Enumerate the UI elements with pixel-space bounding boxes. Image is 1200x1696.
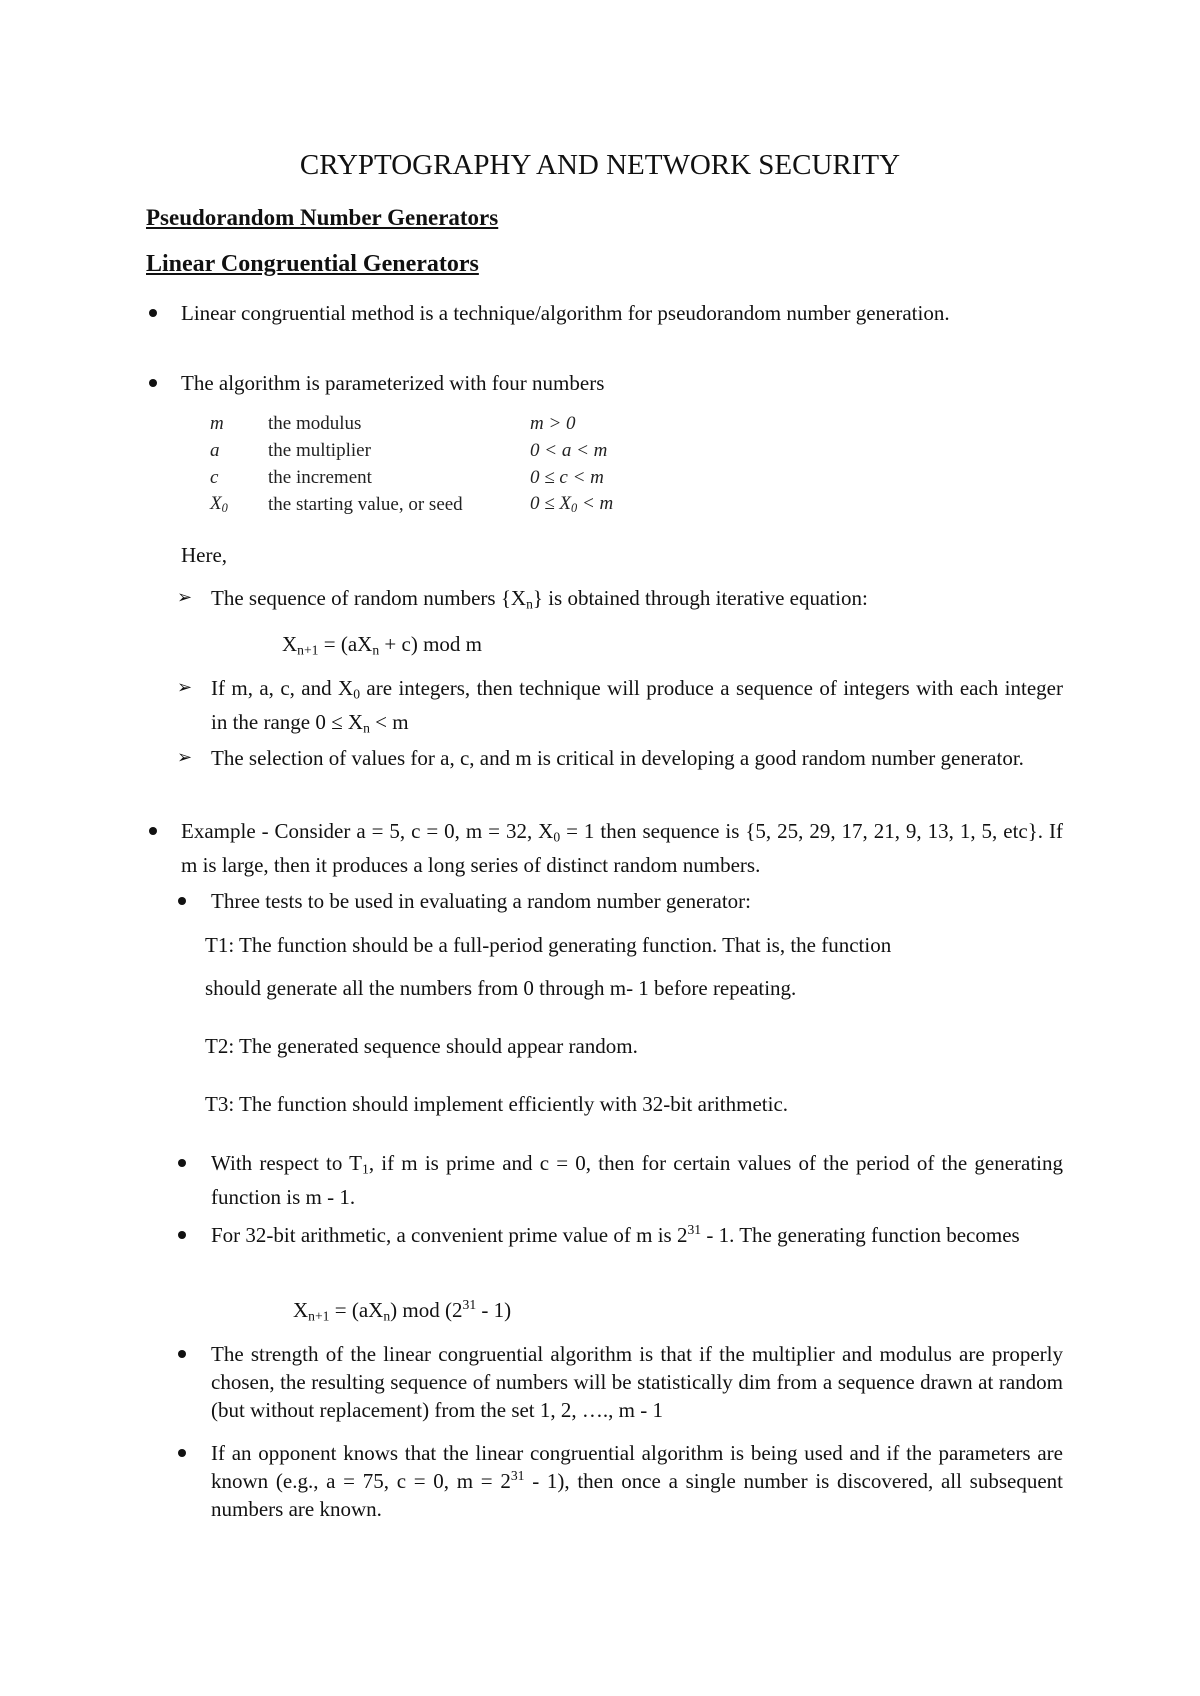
arrow-text-integers: If m, a, c, and $X_0$ are integers, then technique will produce a sequence of integers with each integer in the range $0 \le X_n < m$ bbox=[211, 676, 1063, 736]
bullet-icon bbox=[178, 1231, 186, 1239]
test-t2: T2: The generated sequence should appear random. bbox=[205, 1034, 638, 1058]
arrow-text-sequence: The sequence of random numbers $\{X_n\}$ is obtained through iterative equation: bbox=[211, 586, 868, 612]
parameter-condition: 0 < a < m bbox=[530, 439, 608, 461]
bullet-icon bbox=[178, 897, 186, 905]
bullet-icon bbox=[149, 827, 157, 835]
test-t1-line2: should generate all the numbers from 0 through m- 1 before repeating. bbox=[205, 976, 797, 1000]
parameter-symbol: a bbox=[210, 439, 220, 461]
parameter-symbol: m bbox=[210, 412, 224, 434]
here-label: Here, bbox=[181, 543, 228, 567]
parameter-description: the multiplier bbox=[268, 439, 371, 461]
parameter-symbol: $X_0$ bbox=[210, 492, 228, 516]
parameter-table bbox=[210, 410, 613, 518]
bullet-text-period: With respect to $T_1$, if m is prime and c = 0, then for certain values of the period of the generating function is m - 1. bbox=[211, 1151, 1063, 1210]
bullet-text-32bit: For 32-bit arithmetic, a convenient prime value of m is $2^{31} - 1$. The generating function becomes bbox=[211, 1221, 1020, 1247]
bullet-icon bbox=[178, 1449, 186, 1457]
parameter-symbol: c bbox=[210, 466, 219, 488]
equation-prime-modulus: $X_{n+1} = (aX_n)$ mod $(2^{31} - 1)$ bbox=[293, 1296, 512, 1324]
bullet-text-definition: Linear congruential method is a technique/algorithm for pseudorandom number generation. bbox=[181, 301, 950, 325]
parameter-condition: m > 0 bbox=[530, 412, 576, 434]
bullet-text-parameters: The algorithm is parameterized with four numbers bbox=[181, 371, 605, 395]
bullet-text-opponent: If an opponent knows that the linear congruential algorithm is being used and if the parameters are known (e.g., a = 75, c = 0, $m = 2^{31} - 1$), then once a single number is discovered, all subsequent numbers are known. bbox=[211, 1441, 1063, 1521]
section-heading-lcg: Linear Congruential Generators bbox=[146, 251, 479, 277]
parameter-description: the starting value, or seed bbox=[268, 493, 463, 515]
bullet-icon bbox=[149, 379, 157, 387]
parameter-row bbox=[210, 491, 613, 518]
bullet-text-example: Example - Consider a = 5, c = 0, m = 32, $X_0 = 1$ then sequence is {5, 25, 29, 17, 21, 9, 13, 1, 5, etc}. If m is large, then it produces a long series of distinct random numbers. bbox=[181, 819, 1063, 878]
section-heading-prng: Pseudorandom Number Generators bbox=[146, 205, 499, 230]
arrow-bullet-icon: ➢ bbox=[177, 587, 193, 608]
bullet-icon bbox=[178, 1159, 186, 1167]
document-title: CRYPTOGRAPHY AND NETWORK SECURITY bbox=[299, 149, 901, 181]
equation-recurrence: $X_{n+1} = (aX_n + c)$ mod m bbox=[282, 632, 482, 658]
bullet-text-strength: The strength of the linear congruential algorithm is that if the multiplier and modulus are properly chosen, the resulting sequence of numbers will be statistically dim from a sequence drawn at random (but without replacement) from the set 1, 2, …., m - 1 bbox=[211, 1342, 1063, 1422]
test-t3: T3: The function should implement efficiently with 32-bit arithmetic. bbox=[205, 1092, 789, 1116]
parameter-description: the increment bbox=[268, 466, 372, 488]
parameter-row bbox=[210, 464, 613, 491]
parameter-description: the modulus bbox=[268, 412, 362, 434]
arrow-bullet-icon: ➢ bbox=[177, 747, 193, 768]
parameter-row bbox=[210, 437, 613, 464]
parameter-row bbox=[210, 410, 613, 437]
bullet-icon bbox=[149, 309, 157, 317]
parameter-condition: 0 ≤ c < m bbox=[530, 466, 604, 488]
test-t1-line1: T1: The function should be a full-period generating function. That is, the function bbox=[205, 933, 892, 957]
arrow-bullet-icon: ➢ bbox=[177, 677, 193, 698]
arrow-text-selection: The selection of values for a, c, and m is critical in developing a good random number generator. bbox=[211, 746, 1024, 770]
parameter-condition: $0 \le X_0 < m$ bbox=[530, 492, 614, 516]
bullet-text-tests: Three tests to be used in evaluating a random number generator: bbox=[211, 889, 751, 913]
bullet-icon bbox=[178, 1350, 186, 1358]
